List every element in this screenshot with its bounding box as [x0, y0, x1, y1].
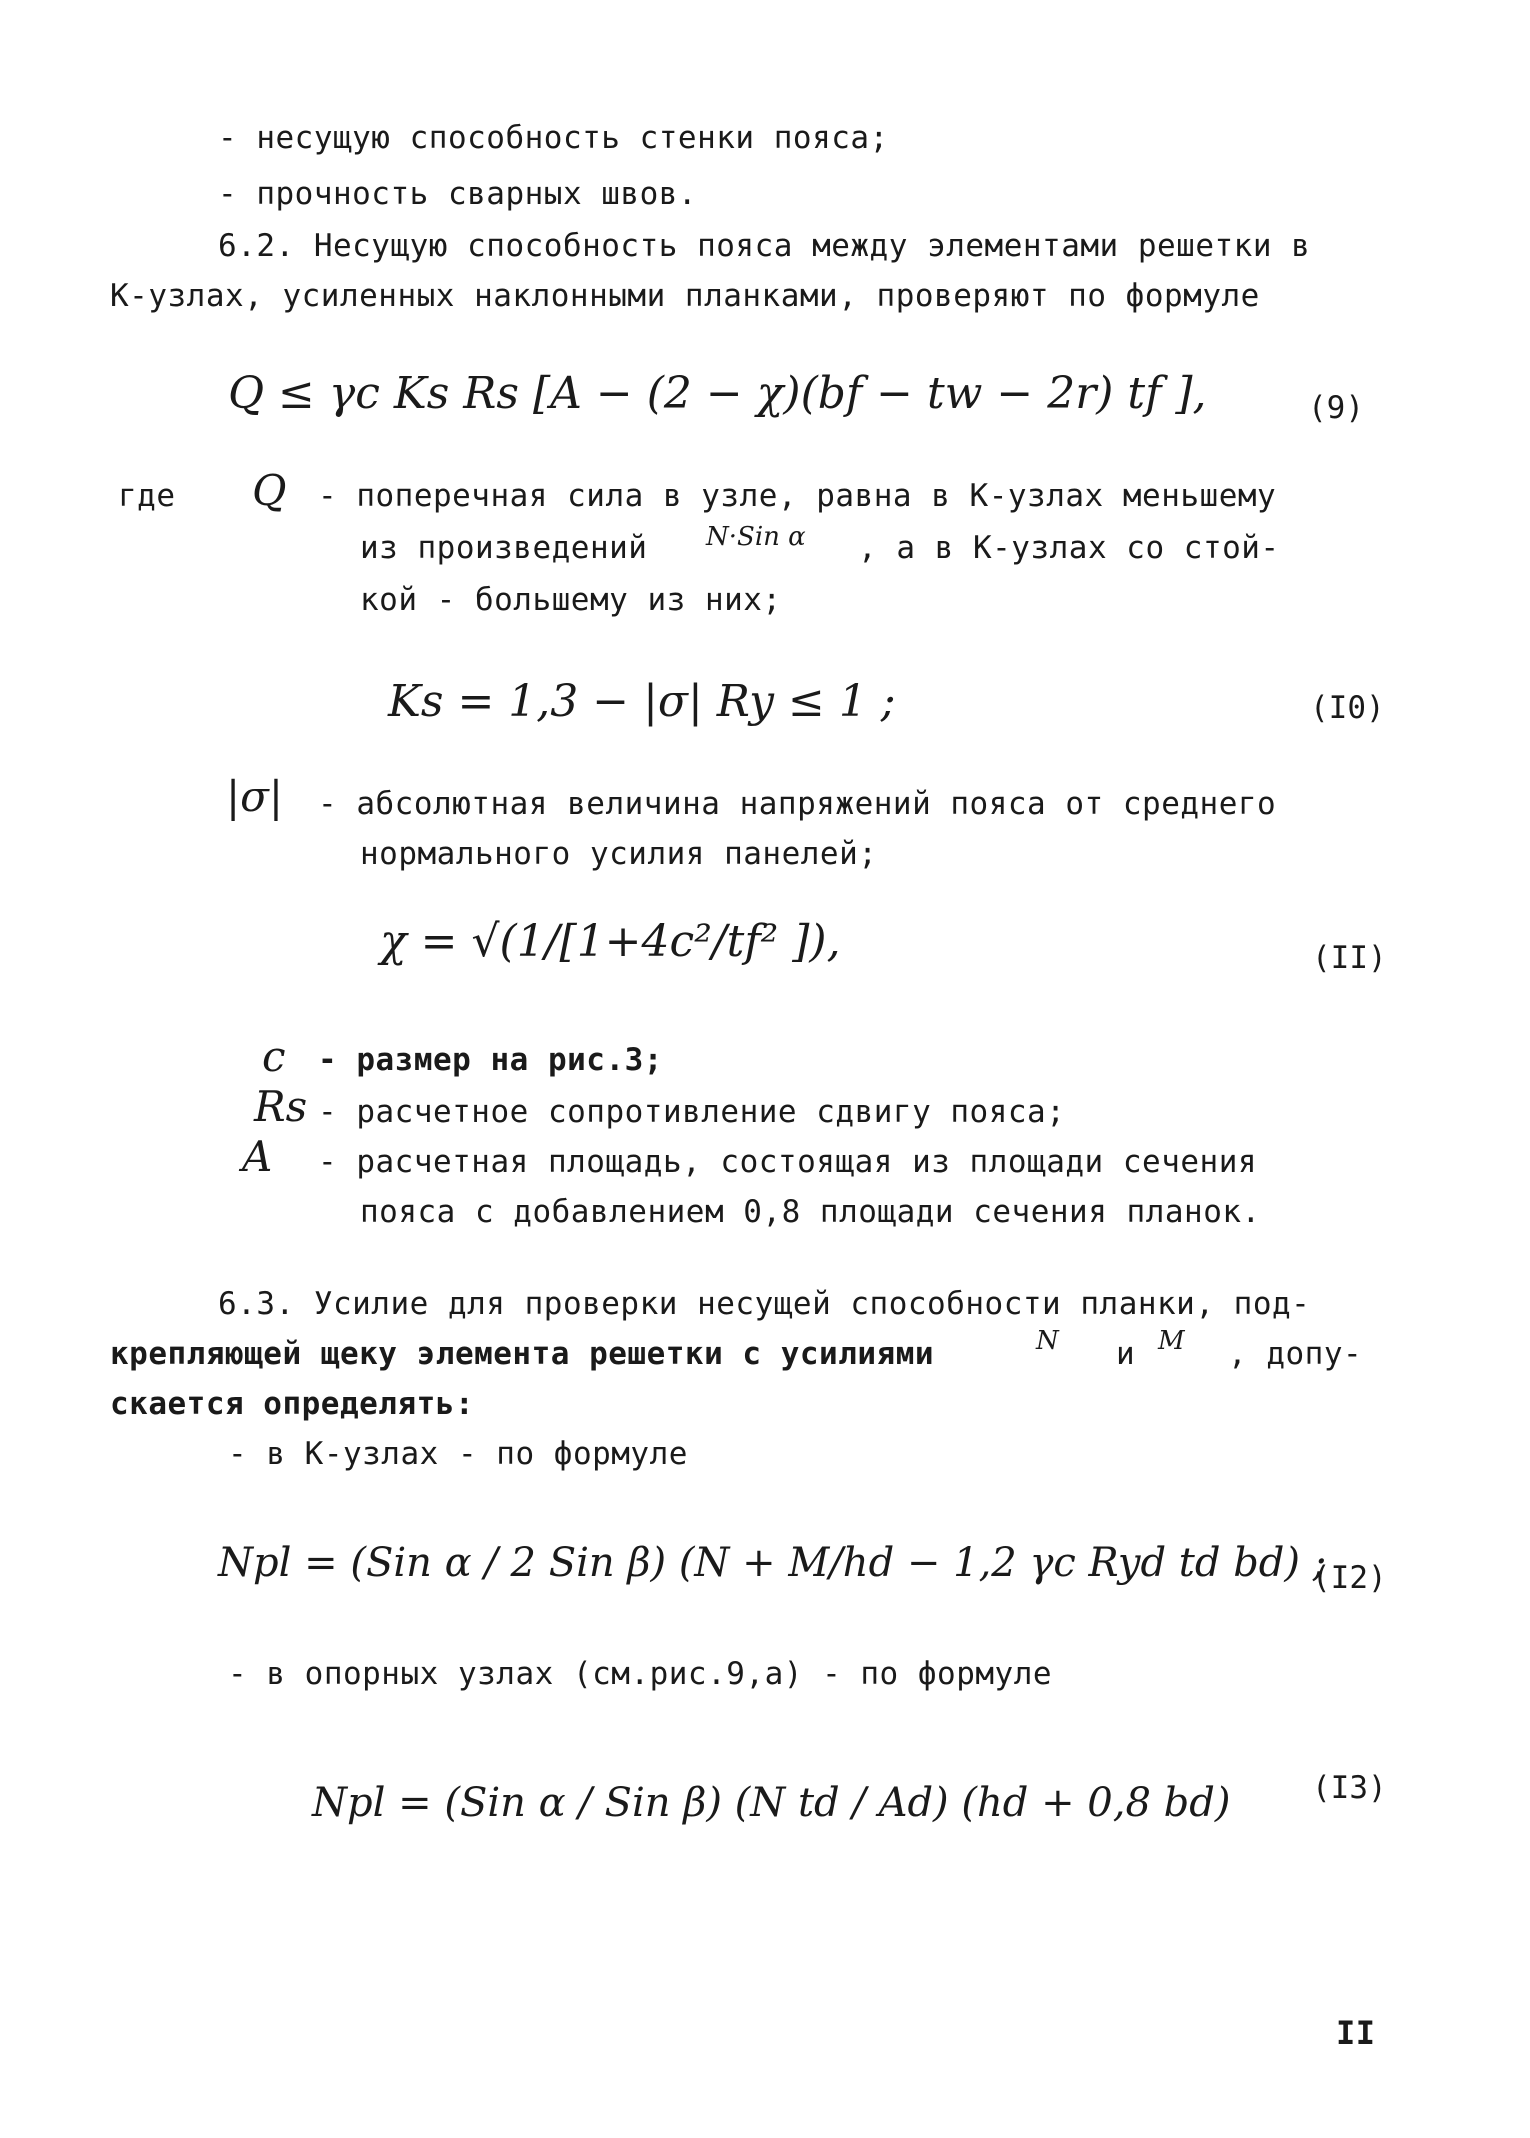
- list-item: - прочность сварных швов.: [218, 176, 698, 212]
- paragraph-line: и: [1116, 1336, 1136, 1372]
- formula-12: Npl = (Sin α / 2 Sin β) (N + M/hd − 1,2 γc Ryd td bd) ;: [218, 1540, 1327, 1586]
- formula-10: Ks = 1,3 − |σ| Ry ≤ 1 ;: [388, 676, 896, 727]
- paragraph-line: 6.2. Несущую способность пояса между элементами решетки в: [218, 228, 1311, 264]
- definition-line: - поперечная сила в узле, равна в К-узлах меньшему: [318, 478, 1277, 514]
- definition-line: - расчетное сопротивление сдвигу пояса;: [318, 1094, 1066, 1130]
- definition-line: из произведений: [360, 530, 648, 566]
- list-item: - в опорных узлах (см.рис.9,а) - по формуле: [228, 1656, 1053, 1692]
- symbol-a: A: [242, 1132, 273, 1181]
- definition-line: - расчетная площадь, состоящая из площади сечения: [318, 1144, 1258, 1180]
- paragraph-line: , допу-: [1228, 1336, 1363, 1372]
- formula-number: (9): [1308, 390, 1364, 426]
- definition-line: - размер на рис.3;: [318, 1042, 663, 1078]
- where-label: где: [118, 478, 176, 514]
- formula-13: Npl = (Sin α / Sin β) (N td / Ad) (hd + 0,8 bd): [312, 1780, 1231, 1826]
- formula-number: (I3): [1312, 1770, 1387, 1806]
- definition-line: нормального усилия панелей;: [360, 836, 878, 872]
- list-item: - в К-узлах - по формуле: [228, 1436, 688, 1472]
- symbol-q: Q: [252, 466, 287, 515]
- formula-number: (I0): [1310, 690, 1385, 726]
- paragraph-line: 6.3. Усилие для проверки несущей способности планки, под-: [218, 1286, 1311, 1322]
- symbol-sigma: |σ|: [226, 772, 283, 821]
- symbol-n: N: [1036, 1326, 1059, 1356]
- definition-line: кой - большему из них;: [360, 582, 782, 618]
- paragraph-line: крепляющей щеку элемента решетки с усилиями: [110, 1336, 935, 1372]
- definition-line: - абсолютная величина напряжений пояса от среднего: [318, 786, 1277, 822]
- definition-line: пояса с добавлением 0,8 площади сечения планок.: [360, 1194, 1261, 1230]
- symbol-m: M: [1158, 1326, 1185, 1356]
- list-item: - несущую способность стенки пояса;: [218, 120, 889, 156]
- symbol-c: c: [262, 1032, 286, 1081]
- inline-formula: N·Sin α: [706, 522, 806, 552]
- formula-number: (I2): [1312, 1560, 1387, 1596]
- paragraph-line: К-узлах, усиленных наклонными планками, проверяют по формуле: [110, 278, 1260, 314]
- paragraph-line: скается определять:: [110, 1386, 475, 1422]
- formula-11: χ = √(1/[1+4c²/tf² ]),: [380, 916, 841, 967]
- symbol-rs: Rs: [254, 1082, 308, 1131]
- definition-line: , а в К-узлах со стой-: [858, 530, 1280, 566]
- formula-9: Q ≤ γc Ks Rs [A − (2 − χ)(bf − tw − 2r) tf ],: [228, 368, 1207, 419]
- page-number: II: [1336, 2014, 1376, 2052]
- formula-number: (II): [1312, 940, 1387, 976]
